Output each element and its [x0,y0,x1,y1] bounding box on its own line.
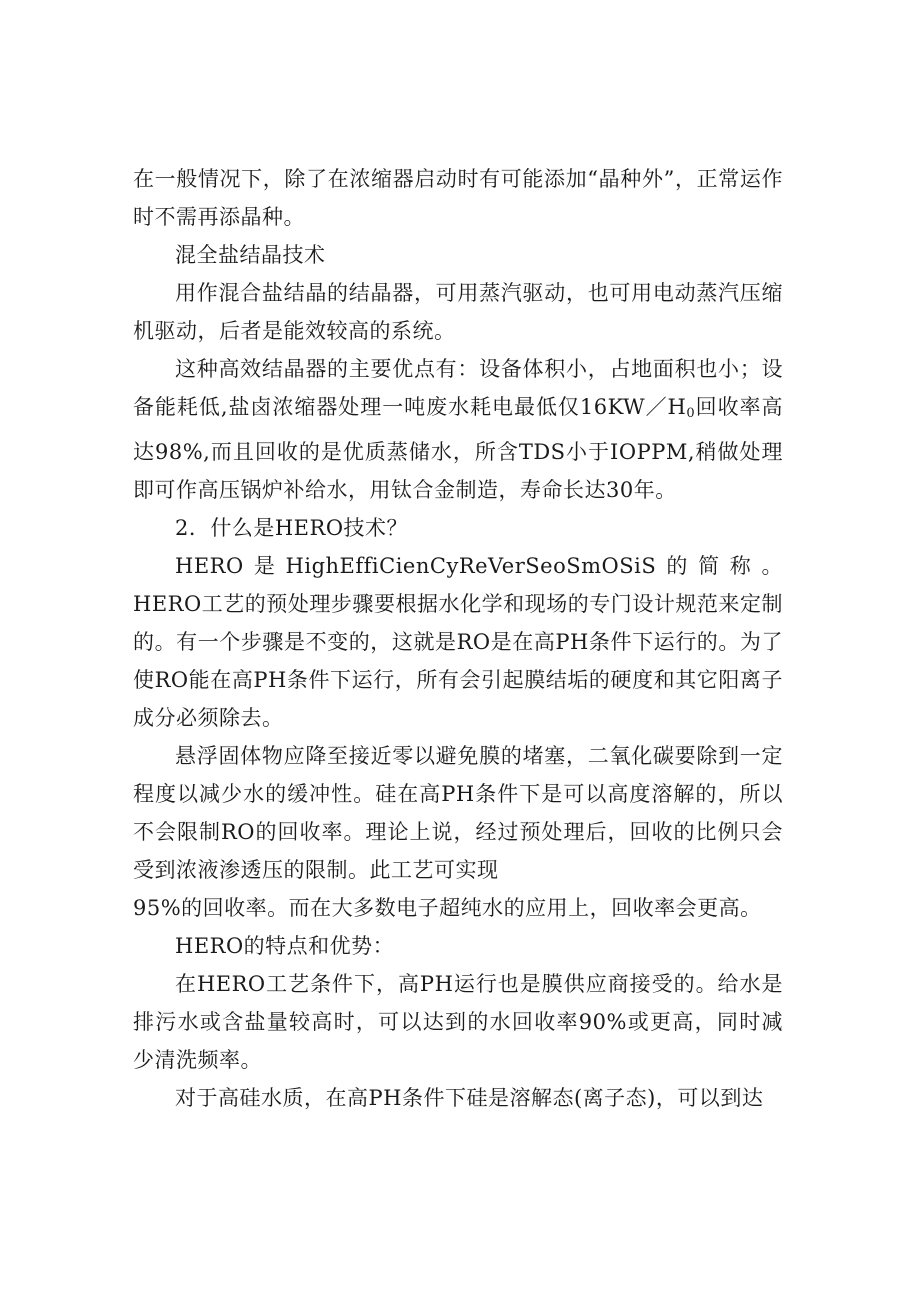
paragraph-crystallizer-advantages [133,350,783,509]
subscript-zero: 0 [686,406,696,421]
heading-hero-features: HERO的特点和优势： [175,934,395,958]
document-body [133,160,783,1117]
heading-what-is-hero: 2．什么是HERO技术？ [175,516,409,540]
paragraph-suspended-solids: 悬浮固体物应降至接近零以避免膜的堵塞，二氧化碳要除到一定程度以减少水的缓冲性。硅在高PH条件下是可以高度溶解的，所以不会限制RO的回收率。理论上说，经过预处理后，回收的比例只会受到浓液渗透压的限制。此工艺可实现 [133,744,783,882]
paragraph-hero-high-ph: 在HERO工艺条件下，高PH运行也是膜供应商接受的。给水是排污水或含盐量较高时，可以达到的水回收率90%或更高，同时减少清洗频率。 [133,972,783,1072]
paragraph-recovery-rate: 95%的回收率。而在大多数电子超纯水的应用上，回收率会更高。 [133,896,762,920]
advantages-text-part-2: 回收率高达98%,而且回收的是优质蒸储水，所含TDS小于IOPPM,稍做处理即可作高压锅炉补给水，用钛合金制造，寿命长达30年。 [133,395,784,502]
paragraph-seed-crystal: 在一般情况下，除了在浓缩器启动时有可能添加“晶种外”，正常运作时不需再添晶种。 [133,167,783,229]
paragraph-high-silica: 对于高硅水质，在高PH条件下硅是溶解态(离子态)，可以到达 [175,1086,764,1110]
paragraph-crystallizer-drive: 用作混合盐结晶的结晶器，可用蒸汽驱动，也可用电动蒸汽压缩机驱动，后者是能效较高的系统。 [133,281,783,343]
heading-mixed-salt-crystallization: 混全盐结晶技术 [175,243,326,267]
advantages-text-part-1: 这种高效结晶器的主要优点有：设备体积小，占地面积也小；设备能耗低,盐卤浓缩器处理一吨废水耗电最低仅16KW／H [133,357,783,419]
paragraph-hero-definition: HERO是HighEffiCienCyReVerSeoSmOSiS的简称。HERO工艺的预处理步骤要根据水化学和现场的专门设计规范来定制的。有一个步骤是不变的，这就是RO是在高PH条件下运行的。为了使RO能在高PH条件下运行，所有会引起膜结垢的硬度和其它阳离子成分必须除去。 [133,554,783,730]
